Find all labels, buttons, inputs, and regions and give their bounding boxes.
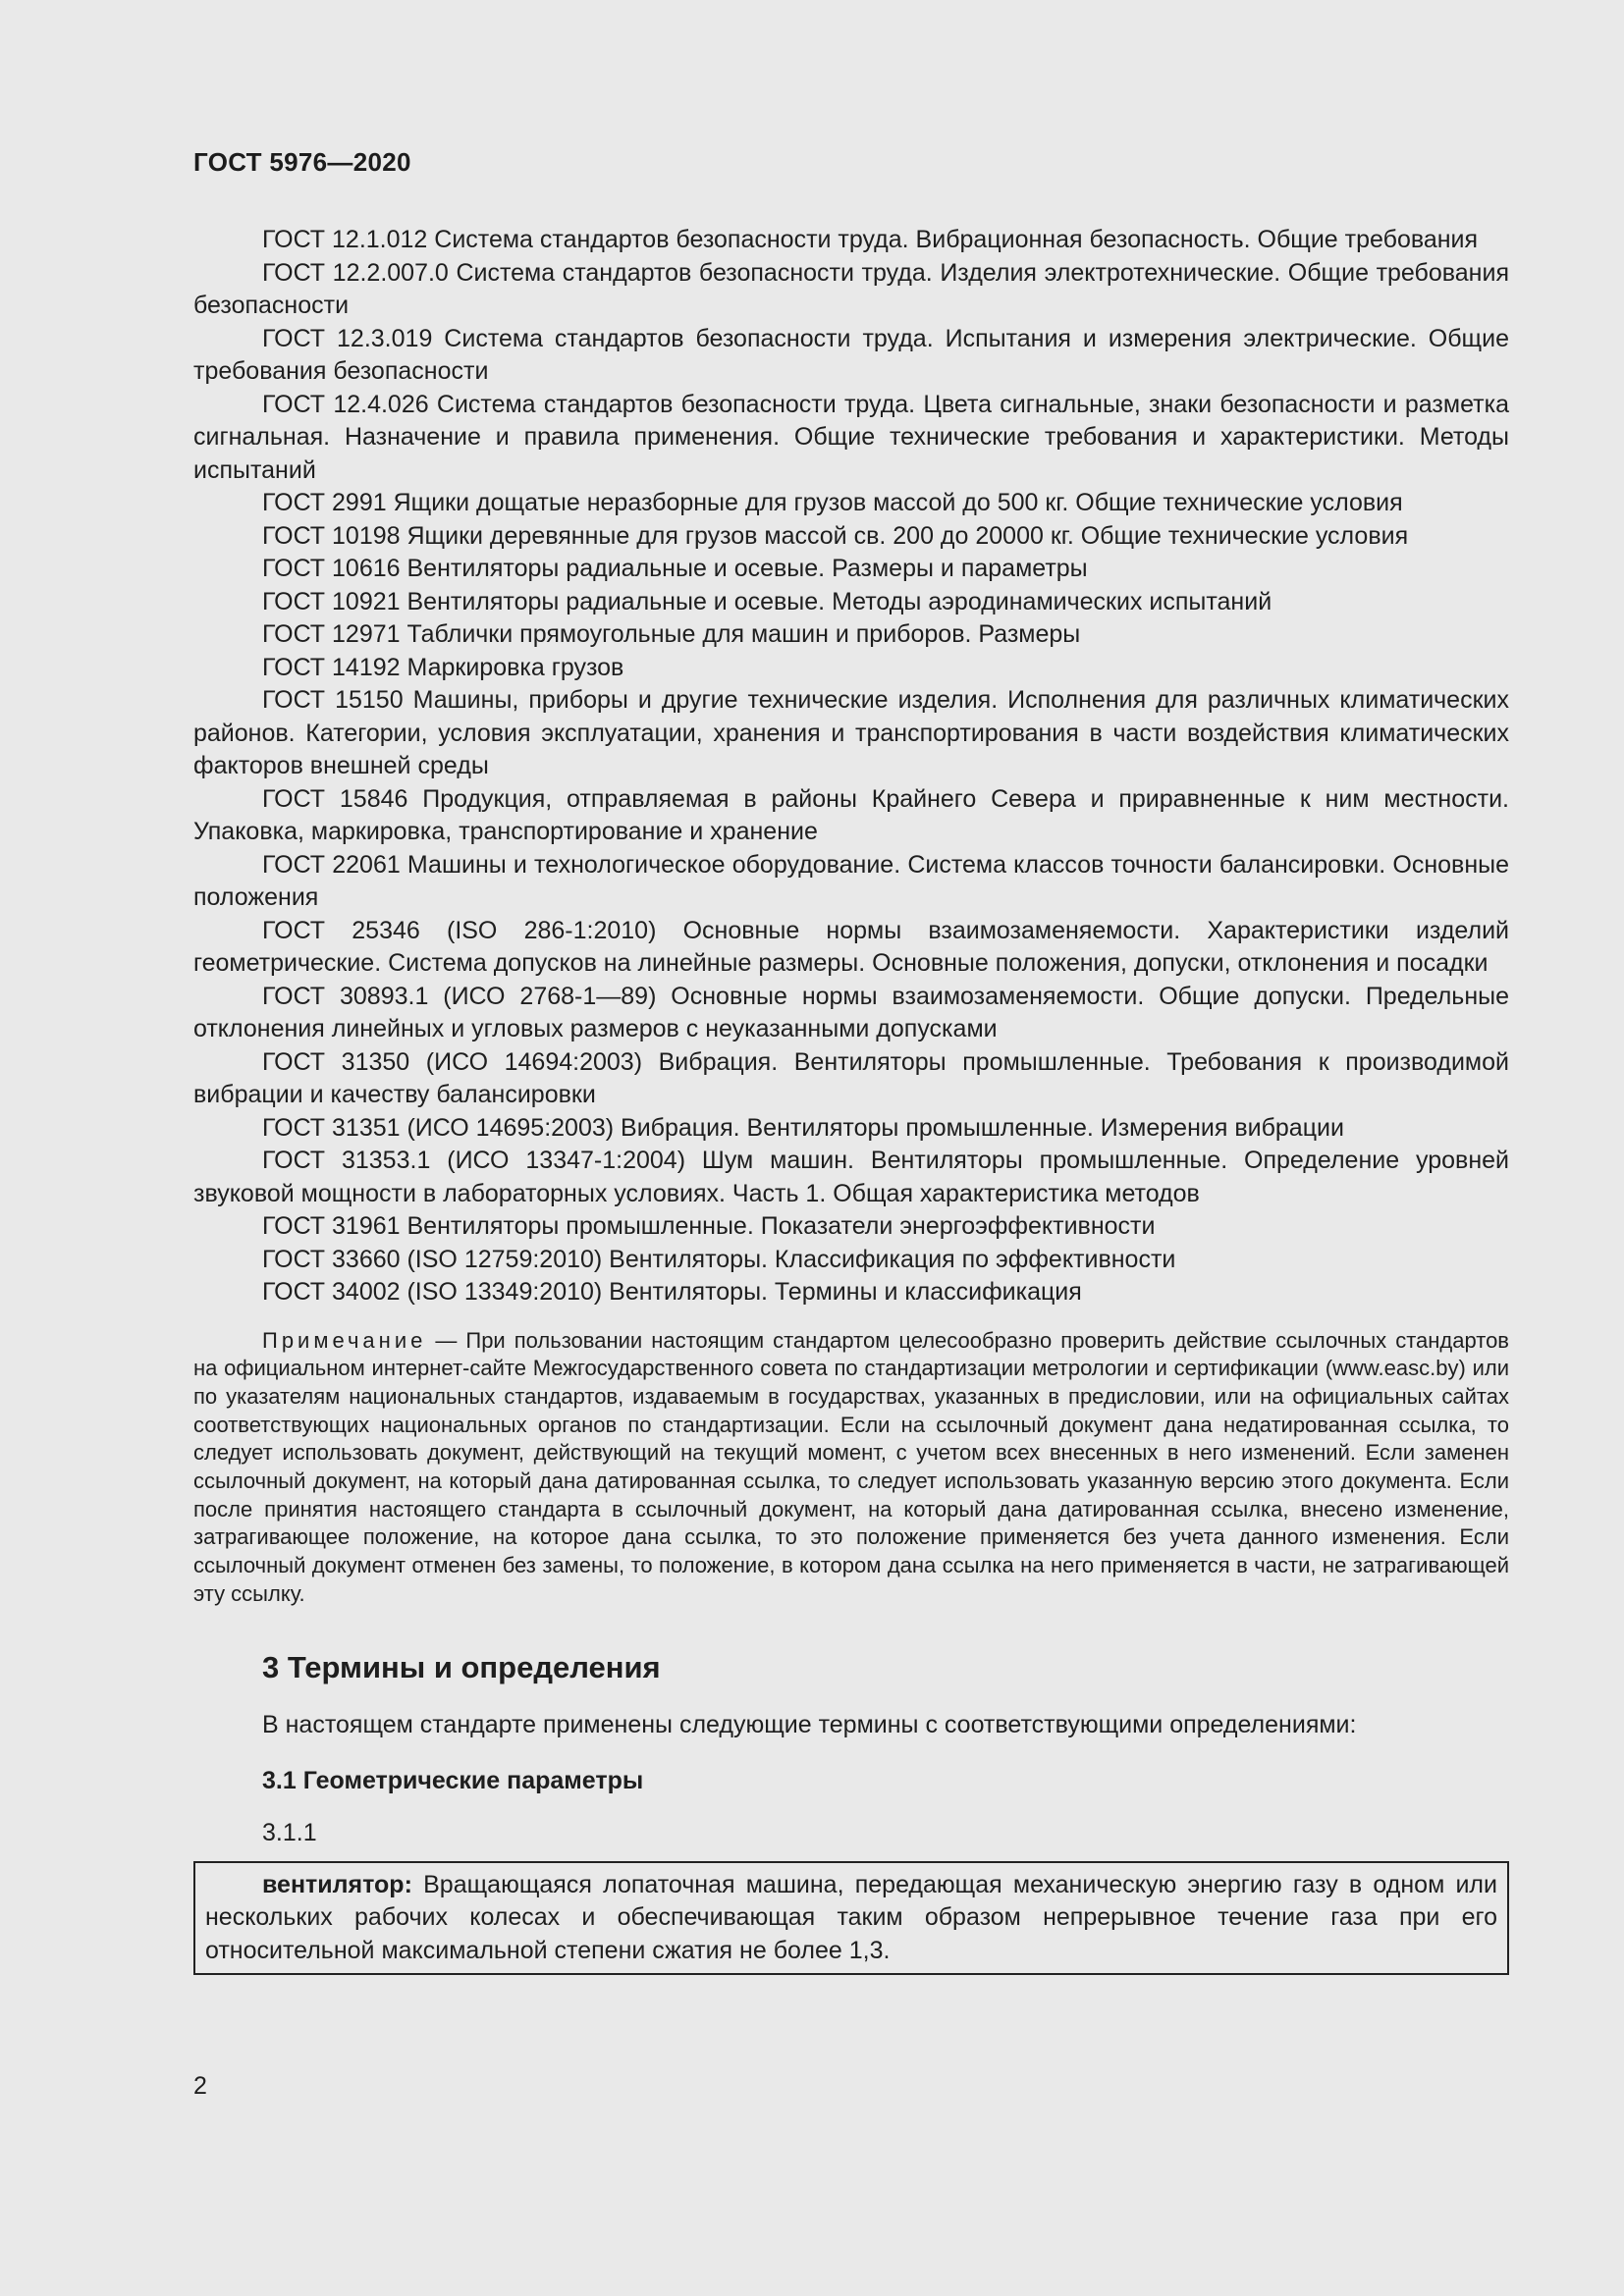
reference-item: ГОСТ 14192 Маркировка грузов xyxy=(262,653,624,681)
reference-item: ГОСТ 12971 Таблички прямоугольные для машин и приборов. Размеры xyxy=(262,620,1081,648)
reference-item: ГОСТ 15846 Продукция, отправляемая в районы Крайнего Севера и приравненные к ним местности. Упаковка, маркировка, транспортирование и хранение xyxy=(193,784,1509,845)
reference-item: ГОСТ 15150 Машины, приборы и другие технические изделия. Исполнения для различных климатических районов. Категории, условия эксплуатации, хранения и транспортирования в части воздействия климатических факторов внешней среды xyxy=(193,686,1509,779)
reference-item: ГОСТ 31353.1 (ИСО 13347-1:2004) Шум машин. Вентиляторы промышленные. Определение уровней звуковой мощности в лабораторных условиях. Часть 1. Общая характеристика методов xyxy=(193,1147,1509,1207)
document-header: ГОСТ 5976—2020 xyxy=(193,147,411,177)
reference-item: ГОСТ 34002 (ISO 13349:2010) Вентиляторы. Термины и классификация xyxy=(262,1278,1082,1306)
reference-item: ГОСТ 31350 (ИСО 14694:2003) Вибрация. Вентиляторы промышленные. Требования к производимой вибрации и качеству балансировки xyxy=(193,1047,1509,1108)
reference-item: ГОСТ 31351 (ИСО 14695:2003) Вибрация. Вентиляторы промышленные. Измерения вибрации xyxy=(262,1113,1344,1142)
reference-item: ГОСТ 2991 Ящики дощатые неразборные для грузов массой до 500 кг. Общие технические условия xyxy=(262,489,1403,516)
reference-item: ГОСТ 12.4.026 Система стандартов безопасности труда. Цвета сигнальные, знаки безопасности и разметка сигнальная. Назначение и правила применения. Общие технические требования и характеристики. Методы испытаний xyxy=(193,390,1509,484)
page-content xyxy=(193,224,1509,1975)
subsection-title: 3.1 Геометрические параметры xyxy=(262,1766,644,1794)
term-word: вентилятор: xyxy=(262,1870,412,1898)
reference-item: ГОСТ 10198 Ящики деревянные для грузов массой св. 200 до 20000 кг. Общие технические условия xyxy=(262,521,1409,550)
reference-item: ГОСТ 12.1.012 Система стандартов безопасности труда. Вибрационная безопасность. Общие требования xyxy=(262,226,1479,253)
section-title: 3 Термины и определения xyxy=(262,1649,661,1684)
term-number: 3.1.1 xyxy=(262,1818,317,1846)
page-number: 2 xyxy=(193,2072,207,2100)
note-text: — При пользовании настоящим стандартом целесообразно проверить действие ссылочных стандартов на официальном интернет-сайте Межгосударственного совета по стандартизации метрологии и сертификации (www.easc.by) или по указателям национальных стандартов, издаваемым в государствах, указанных в предисловии, или на официальных сайтах соответствующих национальных органов по стандартизации. Если на ссылочный документ дана недатированная ссылка, то следует использовать документ, действующий на текущий момент, с учетом всех внесенных в него изменений. Если заменен ссылочный документ, на который дана датированная ссылка, то следует использовать указанную версию этого документа. Если после принятия настоящего стандарта в ссылочный документ, на который дана датированная ссылка, внесено изменение, затрагивающее положение, на которое дана ссылка, то это положение применяется без учета данного изменения. Если ссылочный документ отменен без замены, то положение, в котором дана ссылка на него применяется в части, не затрагивающей эту ссылку. xyxy=(193,1327,1509,1606)
definition-text: Вращающаяся лопаточная машина, передающая механическую энергию газу в одном или нескольких рабочих колесах и обеспечивающая таким образом непрерывное течение газа при его относительной максимальной степени сжатия не более 1,3. xyxy=(205,1870,1497,1964)
term-definition-box xyxy=(193,1861,1509,1976)
section-intro: В настоящем стандарте применены следующие термины с соответствующими определениями: xyxy=(262,1710,1357,1738)
reference-item: ГОСТ 25346 (ISO 286-1:2010) Основные нормы взаимозаменяемости. Характеристики изделий геометрические. Система допусков на линейные размеры. Основные положения, допуски, отклонения и посадки xyxy=(193,916,1509,977)
reference-item: ГОСТ 10921 Вентиляторы радиальные и осевые. Методы аэродинамических испытаний xyxy=(262,587,1272,615)
reference-item: ГОСТ 12.3.019 Система стандартов безопасности труда. Испытания и измерения электрические. Общие требования безопасности xyxy=(193,324,1509,385)
normative-references-list xyxy=(193,224,1509,1309)
reference-item: ГОСТ 22061 Машины и технологическое оборудование. Система классов точности балансировки. Основные положения xyxy=(193,850,1509,911)
reference-item: ГОСТ 10616 Вентиляторы радиальные и осевые. Размеры и параметры xyxy=(262,555,1088,582)
reference-item: ГОСТ 12.2.007.0 Система стандартов безопасности труда. Изделия электротехнические. Общие требования безопасности xyxy=(193,258,1509,319)
reference-item: ГОСТ 33660 (ISO 12759:2010) Вентиляторы. Классификация по эффективности xyxy=(262,1245,1176,1273)
reference-item: ГОСТ 30893.1 (ИСО 2768-1—89) Основные нормы взаимозаменяемости. Общие допуски. Предельные отклонения линейных и угловых размеров с неуказанными допусками xyxy=(193,982,1509,1042)
note-label: Примечание xyxy=(262,1327,427,1353)
note-paragraph xyxy=(193,1327,1509,1609)
reference-item: ГОСТ 31961 Вентиляторы промышленные. Показатели энергоэффективности xyxy=(262,1212,1156,1240)
term-definition xyxy=(205,1869,1497,1968)
